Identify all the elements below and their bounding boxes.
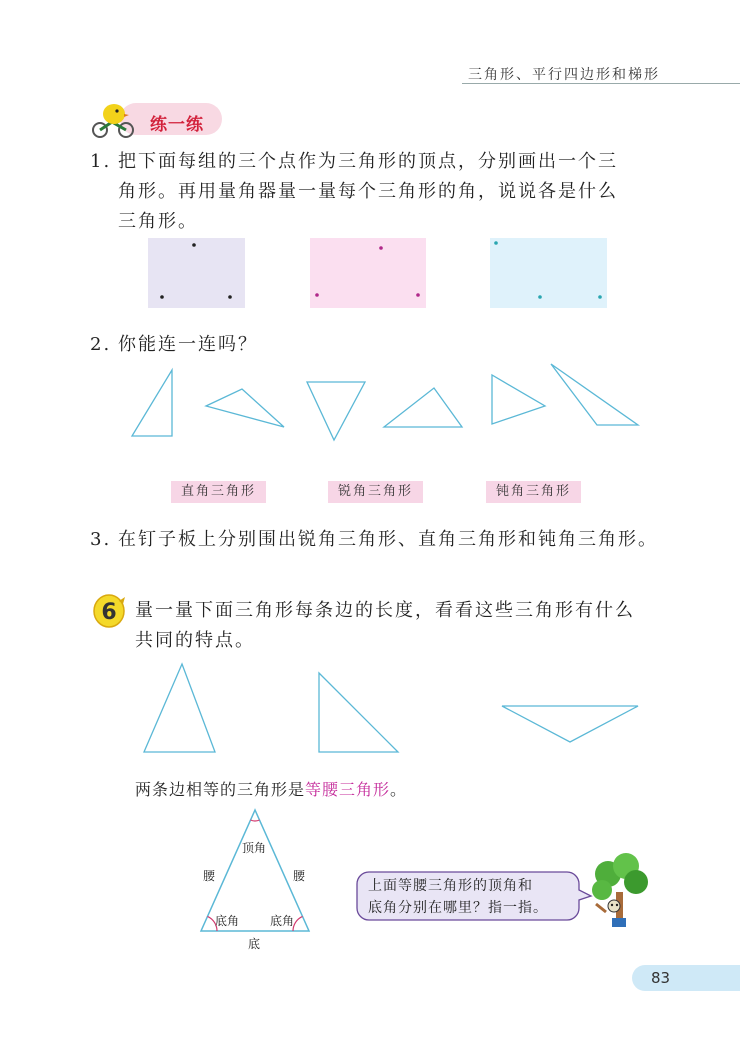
tag-right-triangle[interactable]: 直角三角形 <box>171 481 266 503</box>
triangle <box>492 375 545 424</box>
base-label: 底 <box>248 937 261 951</box>
definition <box>135 775 407 805</box>
q1-number: 1. <box>90 151 112 172</box>
apex-angle-label: 顶角 <box>242 841 267 855</box>
header-divider <box>462 83 740 84</box>
left-base-angle-label: 底角 <box>215 914 240 928</box>
page-number: 83 <box>651 969 671 987</box>
example-badge <box>92 592 128 630</box>
tree-character-icon <box>588 852 650 932</box>
dot <box>315 293 319 297</box>
left-leg-label: 腰 <box>203 869 216 883</box>
dot <box>494 241 498 245</box>
example-number: 6 <box>101 600 117 625</box>
practice-label: 练一练 <box>150 115 204 135</box>
tag-obtuse-triangle[interactable]: 钝角三角形 <box>486 481 581 503</box>
triangle <box>206 389 284 427</box>
dot-box-3 <box>490 238 607 308</box>
definition-suffix: 。 <box>390 780 408 799</box>
triangle <box>132 370 172 436</box>
triangle <box>551 364 638 425</box>
dot-box-2 <box>310 238 426 308</box>
bubble-line1: 上面等腰三角形的顶角和 <box>368 878 533 894</box>
triangle <box>144 664 215 752</box>
dot <box>416 293 420 297</box>
dot <box>538 295 542 299</box>
dot <box>192 243 196 247</box>
q3-number: 3. <box>90 529 112 550</box>
q1-line3: 三角形。 <box>118 211 198 232</box>
dot-groups <box>140 236 620 312</box>
q2-triangles <box>120 360 650 450</box>
right-base-angle-arc <box>293 916 303 931</box>
dot <box>598 295 602 299</box>
q3-text: 在钉子板上分别围出锐角三角形、直角三角形和钝角三角形。 <box>118 529 658 550</box>
apex-angle-arc <box>251 820 260 821</box>
isosceles-examples <box>130 660 650 760</box>
q1-line2: 角形。再用量角器量一量每个三角形的角，说说各是什么 <box>118 181 618 202</box>
triangle <box>502 706 638 742</box>
tag-acute-triangle[interactable]: 锐角三角形 <box>328 481 423 503</box>
triangle <box>384 388 462 427</box>
example6-line1: 量一量下面三角形每条边的长度，看看这些三角形有什么 <box>135 600 635 621</box>
right-leg-label: 腰 <box>293 869 306 883</box>
q2-text: 你能连一连吗？ <box>118 334 258 355</box>
q1-line1: 把下面每组的三个点作为三角形的顶点，分别画出一个三 <box>118 151 618 172</box>
dot <box>228 295 232 299</box>
triangle <box>319 673 398 752</box>
page-number-pill <box>632 965 740 991</box>
dot <box>379 246 383 250</box>
bubble-line2: 底角分别在哪里？指一指。 <box>368 900 548 916</box>
right-base-angle-label: 底角 <box>270 914 295 928</box>
dot <box>160 295 164 299</box>
definition-prefix: 两条边相等的三角形是 <box>135 780 306 799</box>
chapter-title: 三角形、平行四边形和梯形 <box>468 67 660 83</box>
triangle <box>307 382 365 440</box>
example6-line2: 共同的特点。 <box>135 630 255 651</box>
definition-term: 等腰三角形 <box>305 780 391 799</box>
q2-number: 2. <box>90 334 112 355</box>
